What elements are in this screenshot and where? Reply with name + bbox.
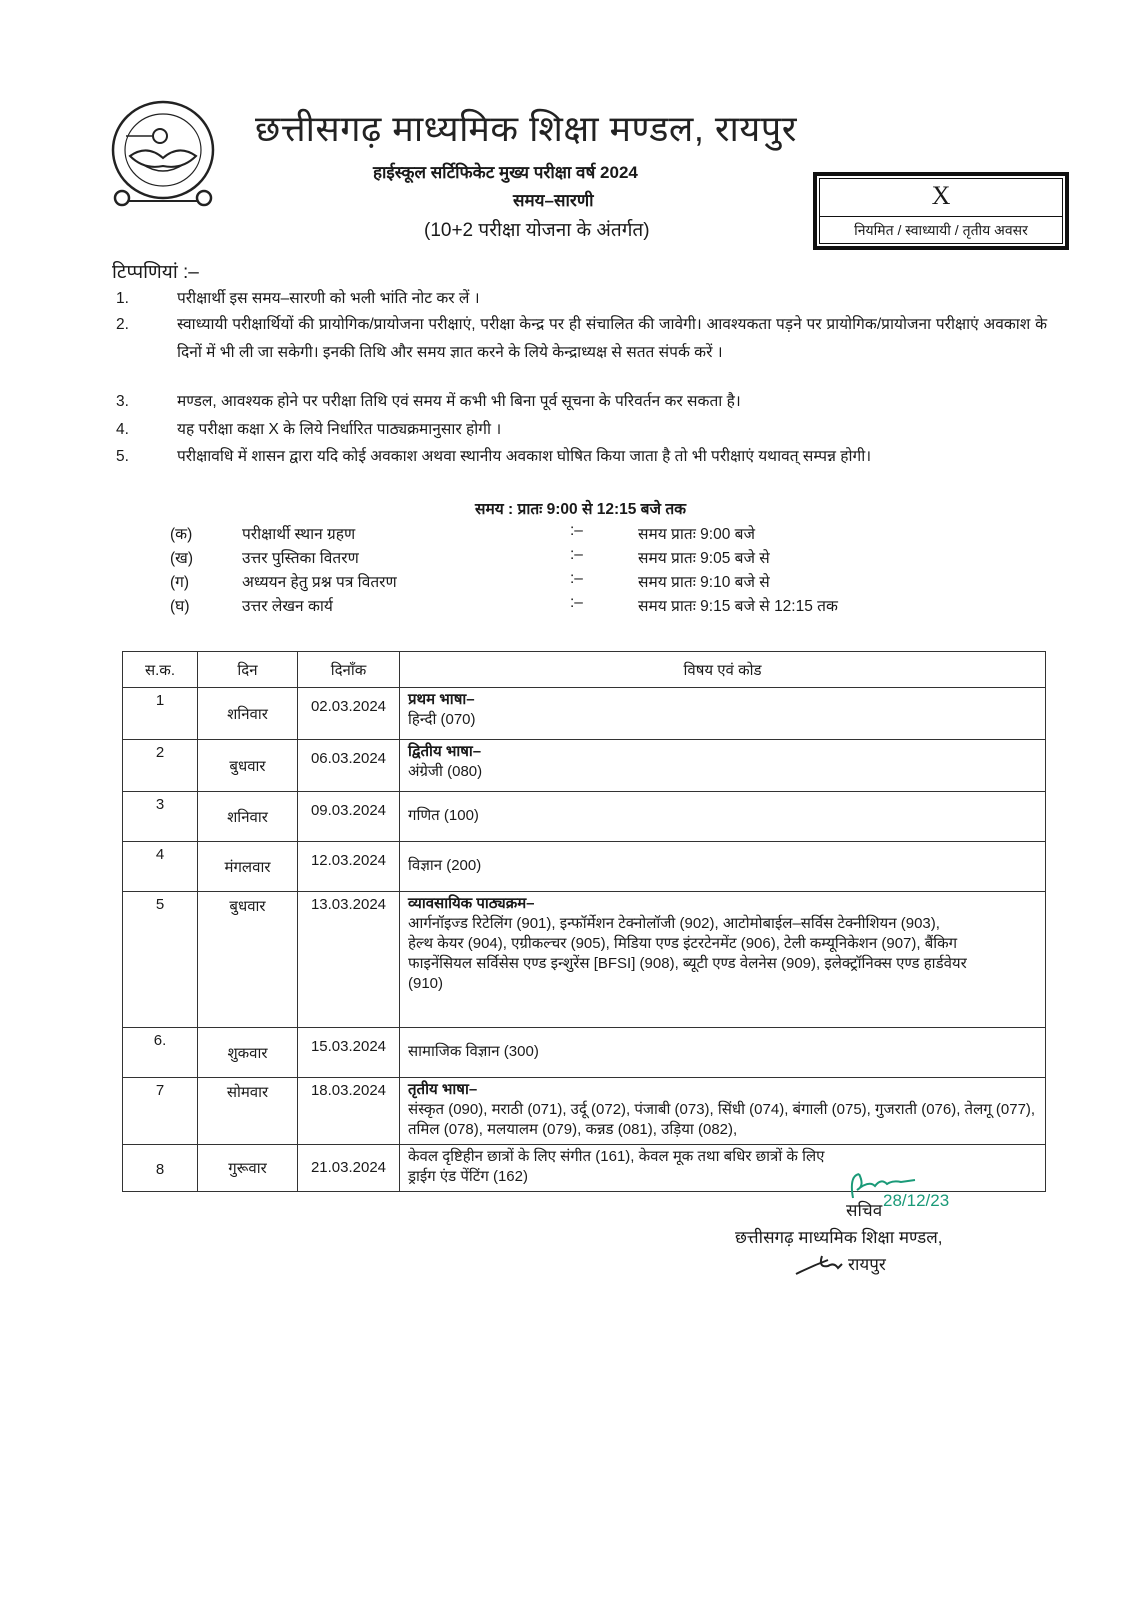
note-text: मण्डल, आवश्यक होने पर परीक्षा तिथि एवं समय में कभी भी बिना पूर्व सूचना के परिवर्तन कर सकता है। [177, 393, 741, 410]
timing-label: (क) [170, 526, 193, 543]
note-text: यह परीक्षा कक्षा X के लिये निर्धारित पाठ्यक्रमानुसार होगी । [177, 421, 502, 438]
board-title: छत्तीसगढ़ माध्यमिक शिक्षा मण्डल, रायपुर [255, 108, 797, 149]
serial-cell: 7 [123, 1078, 198, 1145]
timing-time: समय प्रातः 9:10 बजे से [638, 574, 770, 591]
serial-cell: 5 [123, 892, 198, 1028]
subject-list: आर्गनॉइज्ड रिटेलिंग (901), इन्फॉर्मेशन टेक्नोलॉजी (902), आटोमोबाईल–सर्विस टेक्नीशियन (903), हेल्थ केयर (904), एग्रीकल्चर (905), मिडिया एण्ड इंटरटेनमेंट (906), टेली कम्यूनिकेशन (907), बैंकिग फाइनेंसियल सर्विसेस एण्ड इन्शुरेंस [BFSI] (908), ब्यूटी एण्ड वेलनेस (909), इलेक्ट्रॉनिक्स एण्ड हार्डवेयर (910) [408, 915, 967, 992]
serial-cell: 4 [123, 842, 198, 892]
timing-activity: उत्तर पुस्तिका वितरण [242, 550, 359, 567]
timing-activity: अध्ययन हेतु प्रश्न पत्र वितरण [242, 574, 397, 591]
exam-title: हाईस्कूल सर्टिफिकेट मुख्य परीक्षा वर्ष 2024 [373, 163, 638, 182]
date-cell: 21.03.2024 [298, 1145, 400, 1192]
table-header-row [123, 652, 1046, 688]
timetable-title: समय–सारणी [513, 191, 594, 210]
subject-list: अंग्रेजी (080) [408, 763, 483, 780]
note-number: 2. [116, 316, 129, 333]
column-header-subject: विषय एवं कोड [400, 652, 1046, 688]
subject-heading: व्यावसायिक पाठ्यक्रम– [408, 895, 535, 912]
notes-heading: टिप्पणियां :– [112, 262, 199, 283]
class-label: X [820, 179, 1062, 217]
timing-heading: समय : प्रातः 9:00 से 12:15 बजे तक [475, 501, 687, 518]
timing-activity: उत्तर लेखन कार्य [242, 598, 333, 615]
subject-list: हिन्दी (070) [408, 711, 476, 728]
serial-cell: 1 [123, 688, 198, 740]
table-row [123, 1078, 1046, 1145]
serial-cell: 3 [123, 792, 198, 842]
column-header-day: दिन [198, 652, 298, 688]
table-row [123, 688, 1046, 740]
timing-label: (ग) [170, 574, 190, 591]
table-row [123, 892, 1046, 1028]
subject-list: संस्कृत (090), मराठी (071), उर्दू (072), पंजाबी (073), सिंधी (074), बंगाली (075), गुजराती (076), तेलगू (077), तमिल (078), मलयालम (079), कन्नड (081), उड़िया (082), [408, 1101, 1036, 1138]
serial-cell: 2 [123, 740, 198, 792]
timing-separator: :– [570, 570, 583, 587]
day-cell: बुधवार [198, 740, 298, 792]
timing-label: (ख) [170, 550, 194, 567]
timing-time: समय प्रातः 9:15 बजे से 12:15 तक [638, 598, 838, 615]
date-cell: 15.03.2024 [298, 1028, 400, 1078]
date-cell: 06.03.2024 [298, 740, 400, 792]
day-cell: शनिवार [198, 792, 298, 842]
day-cell: बुधवार [198, 892, 298, 1028]
serial-cell: 8 [123, 1145, 198, 1192]
table-row [123, 740, 1046, 792]
subject-cell [400, 688, 1046, 740]
note-number: 1. [116, 290, 129, 307]
subject-cell [400, 1028, 1046, 1078]
table-row [123, 1028, 1046, 1078]
timing-separator: :– [570, 594, 583, 611]
subject-cell [400, 792, 1046, 842]
board-emblem-icon [102, 98, 224, 210]
subject-list: विज्ञान (200) [408, 856, 482, 874]
exam-schedule-table [122, 651, 1046, 1192]
day-cell: मंगलवार [198, 842, 298, 892]
subject-cell [400, 842, 1046, 892]
subject-heading: प्रथम भाषा– [408, 691, 475, 708]
note-text: परीक्षावधि में शासन द्वारा यदि कोई अवकाश अथवा स्थानीय अवकाश घोषित किया जाता है तो भी परीक्षाएं यथावत् सम्पन्न होगी। [177, 448, 872, 465]
note-number: 5. [116, 448, 129, 465]
class-box [813, 172, 1069, 250]
initial-scribble-icon [792, 1252, 848, 1278]
table-row [123, 792, 1046, 842]
subject-cell [400, 892, 1046, 1028]
timing-time: समय प्रातः 9:00 बजे [638, 526, 755, 543]
note-number: 3. [116, 393, 129, 410]
timing-separator: :– [570, 546, 583, 563]
column-header-serial: स.क. [123, 652, 198, 688]
candidate-category: नियमित / स्वाध्यायी / तृतीय अवसर [854, 222, 1028, 238]
signatory-title: सचिव [846, 1201, 883, 1220]
subject-heading: द्वितीय भाषा– [408, 743, 482, 760]
day-cell: गुरूवार [198, 1145, 298, 1192]
subject-cell [400, 740, 1046, 792]
date-cell: 13.03.2024 [298, 892, 400, 1028]
serial-cell: 6. [123, 1028, 198, 1078]
subject-list: सामाजिक विज्ञान (300) [408, 1042, 539, 1060]
day-cell: शनिवार [198, 688, 298, 740]
table-row [123, 842, 1046, 892]
timing-separator: :– [570, 522, 583, 539]
signatory-city: रायपुर [848, 1255, 886, 1274]
date-cell: 18.03.2024 [298, 1078, 400, 1145]
note-text: स्वाध्यायी परीक्षार्थियों की प्रायोगिक/प्रायोजना परीक्षाएं, परीक्षा केन्द्र पर ही संचालित की जावेगी। आवश्यकता पड़ने पर प्रायोगिक/प्रायोजना परीक्षाएं अवकाश के दिनों में भी ली जा सकेगी। इनकी तिथि और समय ज्ञात करने के लिये केन्द्राध्यक्ष से सतत संपर्क करें । [177, 316, 1047, 361]
signatory-organization: छत्तीसगढ़ माध्यमिक शिक्षा मण्डल, [735, 1228, 943, 1247]
timing-time: समय प्रातः 9:05 बजे से [638, 550, 770, 567]
subject-cell [400, 1078, 1046, 1145]
subject-heading: तृतीय भाषा– [408, 1081, 478, 1098]
date-cell: 12.03.2024 [298, 842, 400, 892]
date-cell: 09.03.2024 [298, 792, 400, 842]
note-text: परीक्षार्थी इस समय–सारणी को भली भांति नोट कर लें । [177, 290, 480, 307]
handwritten-date: 28/12/23 [883, 1191, 950, 1210]
day-cell: सोमवार [198, 1078, 298, 1145]
subject-list: गणित (100) [408, 806, 479, 824]
note-number: 4. [116, 421, 129, 438]
timing-label: (घ) [170, 598, 190, 615]
column-header-date: दिनाँक [298, 652, 400, 688]
timing-activity: परीक्षार्थी स्थान ग्रहण [242, 526, 356, 543]
day-cell: शुकवार [198, 1028, 298, 1078]
scheme-note: (10+2 परीक्षा योजना के अंतर्गत) [424, 220, 650, 241]
subject-list: केवल दृष्टिहीन छात्रों के लिए संगीत (161), केवल मूक तथा बधिर छात्रों के लिए ड्राईग एंड पेंटिंग (162) [408, 1148, 825, 1185]
date-cell: 02.03.2024 [298, 688, 400, 740]
